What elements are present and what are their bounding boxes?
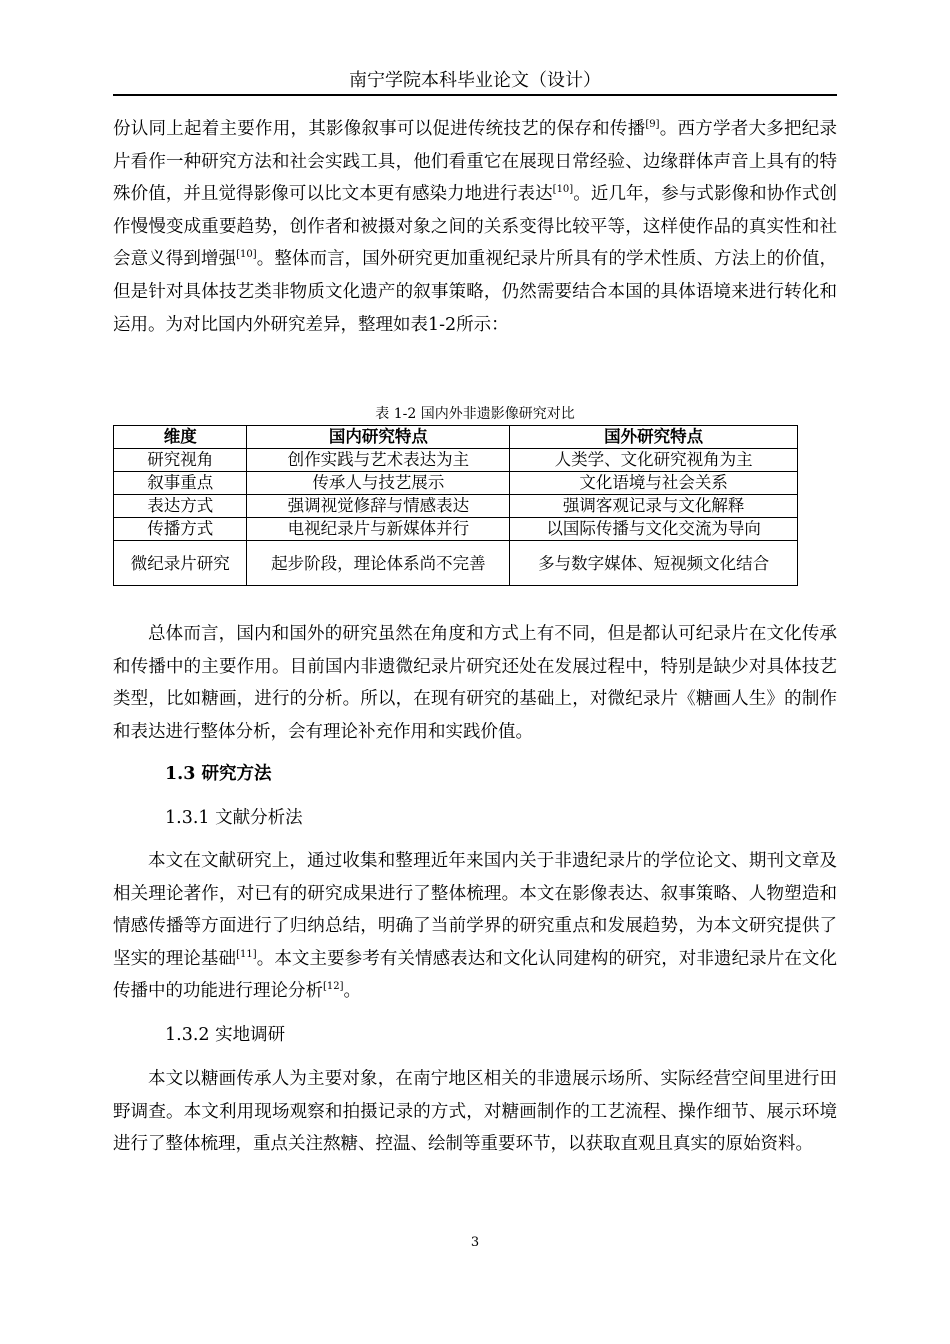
text-run: 。本文主要参考有关情感表达和文化认同建构的研究，对非遗纪录片在文化传播中的功能进行理论分析 bbox=[113, 948, 837, 1002]
table-cell: 以国际传播与文化交流为导向 bbox=[510, 518, 798, 541]
table-cell: 多与数字媒体、短视频文化结合 bbox=[510, 541, 798, 586]
subsection-heading: 1.3.2 实地调研 bbox=[165, 1025, 286, 1045]
header-rule bbox=[113, 94, 837, 96]
table-header-cell: 维度 bbox=[114, 426, 247, 449]
table-cell: 起步阶段，理论体系尚不完善 bbox=[247, 541, 510, 586]
table-cell: 人类学、文化研究视角为主 bbox=[510, 449, 798, 472]
citation: [10] bbox=[236, 249, 257, 261]
page-number: 3 bbox=[470, 1235, 480, 1250]
citation: [9] bbox=[645, 119, 660, 131]
subsection-heading: 1.3.1 文献分析法 bbox=[165, 808, 303, 828]
table-cell: 创作实践与艺术表达为主 bbox=[247, 449, 510, 472]
paragraph-field-research: 本文以糖画传承人为主要对象，在南宁地区相关的非遗展示场所、实际经营空间里进行田野调查。本文利用现场观察和拍摄记录的方式，对糖画制作的工艺流程、操作细节、展示环境进行了整体梳理，重点关注熬糖、控温、绘制等重要环节，以获取直观且真实的原始资料。 bbox=[113, 1069, 837, 1155]
citation: [10] bbox=[552, 184, 574, 196]
table-cell: 强调客观记录与文化解释 bbox=[510, 495, 798, 518]
citation: [11] bbox=[236, 948, 257, 960]
table-caption: 表 1-2 国内外非遗影像研究对比 bbox=[375, 406, 575, 422]
table-cell: 表达方式 bbox=[114, 495, 247, 518]
table-row bbox=[114, 541, 798, 586]
table-cell: 叙事重点 bbox=[114, 472, 247, 495]
text-run: 份认同上起着主要作用，其影像叙事可以促进传统技艺的保存和传播 bbox=[113, 119, 646, 139]
table-header-cell: 国内研究特点 bbox=[247, 426, 510, 449]
text-run: 。西方学者大多把纪录片看作一种研究方法和社会实践工具，他们看重它在展现日常经验、边缘群体声音上具有的特殊价值，并且觉得影像可以比文本更有感染力地进行表达 bbox=[113, 119, 838, 205]
comparison-table bbox=[113, 425, 798, 586]
text-run: 本文在文献研究上，通过收集和整理近年来国内关于非遗纪录片的学位论文、期刊文章及相关理论著作，对已有的研究成果进行了整体梳理。本文在影像表达、叙事策略、人物塑造和情感传播等方面进行了归纳总结，明确了当前学界的研究重点和发展趋势，为本文研究提供了坚实的理论基础 bbox=[113, 851, 837, 969]
table-row bbox=[114, 449, 798, 472]
text-run: 。 bbox=[343, 981, 362, 1002]
table-cell: 传承人与技艺展示 bbox=[247, 472, 510, 495]
table-cell: 研究视角 bbox=[114, 449, 247, 472]
table-cell: 电视纪录片与新媒体并行 bbox=[247, 518, 510, 541]
text-run: 。整体而言，国外研究更加重视纪录片所具有的学术性质、方法上的价值，但是针对具体技艺类非物质文化遗产的叙事策略，仍然需要结合本国的具体语境来进行转化和运用。为对比国内外研究差异，整理如表1-2所示： bbox=[113, 249, 837, 335]
table-row bbox=[114, 518, 798, 541]
table-cell: 微纪录片研究 bbox=[114, 541, 247, 586]
paragraph-summary: 总体而言，国内和国外的研究虽然在角度和方式上有不同，但是都认可纪录片在文化传承和传播中的主要作用。目前国内非遗微纪录片研究还处在发展过程中，特别是缺少对具体技艺类型，比如糖画，进行的分析。所以，在现有研究的基础上，对微纪录片《糖画人生》的制作和表达进行整体分析，会有理论补充作用和实践价值。 bbox=[113, 624, 837, 742]
citation: [12] bbox=[323, 981, 344, 993]
table-row bbox=[114, 495, 798, 518]
table-cell: 强调视觉修辞与情感表达 bbox=[247, 495, 510, 518]
text-run: 。近几年，参与式影像和协作式创作慢慢变成重要趋势，创作者和被摄对象之间的关系变得比较平等，这样使作品的真实性和社会意义得到增强 bbox=[113, 184, 838, 270]
table-header-cell: 国外研究特点 bbox=[510, 426, 798, 449]
table-row bbox=[114, 472, 798, 495]
table-header-row bbox=[114, 426, 798, 449]
section-heading: 1.3 研究方法 bbox=[165, 764, 272, 784]
table-cell: 文化语境与社会关系 bbox=[510, 472, 798, 495]
running-header: 南宁学院本科毕业论文（设计） bbox=[349, 70, 601, 91]
table-cell: 传播方式 bbox=[114, 518, 247, 541]
paragraph-literature-method bbox=[113, 845, 837, 1008]
paragraph-foreign-research bbox=[113, 113, 837, 341]
